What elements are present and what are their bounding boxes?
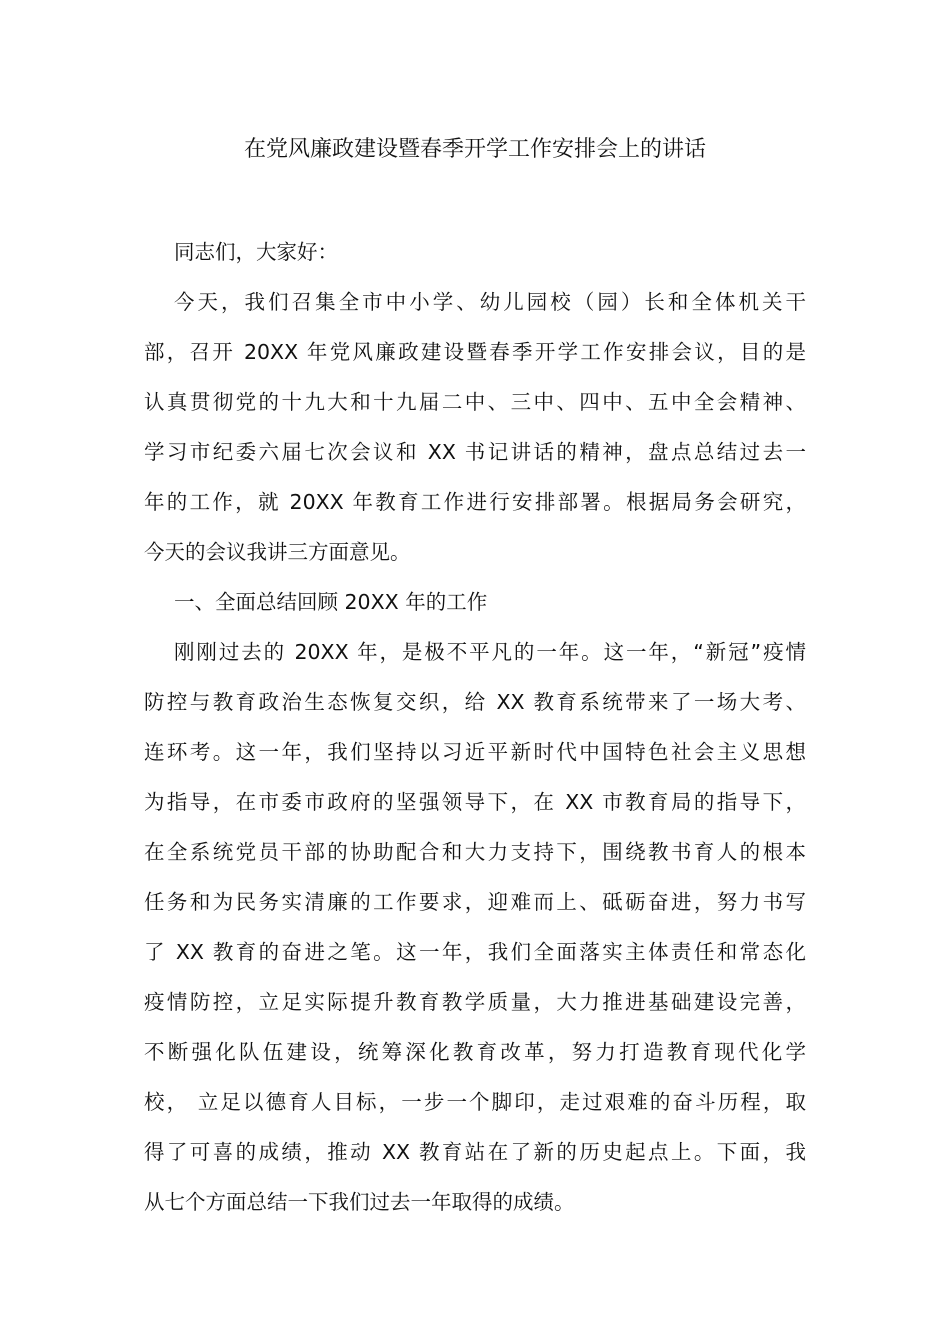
greeting-paragraph (144, 227, 806, 277)
paragraph-line: 从七个方面总结一下我们过去一年取得的成绩。 (144, 1190, 575, 1214)
paragraph-line: 校， 立足以德育人目标，一步一个脚印，走过艰难的奋斗历程，取 (144, 1090, 806, 1114)
paragraph-line: 今天的会议我讲三方面意见。 (144, 540, 411, 564)
paragraph-line: 学习市纪委六届七次会议和 XX 书记讲话的精神，盘点总结过去一 (144, 440, 806, 464)
greeting-line: 同志们，大家好： (174, 240, 338, 264)
paragraph-line: 部，召开 20XX 年党风廉政建设暨春季开学工作安排会议，目的是 (144, 340, 806, 364)
paragraph-line: 在全系统党员干部的协助配合和大力支持下，围绕教书育人的根本 (144, 840, 806, 864)
paragraph-line: 认真贯彻党的十九大和十九届二中、三中、四中、五中全会精神、 (144, 390, 806, 414)
paragraph-line: 任务和为民务实清廉的工作要求，迎难而上、砥砺奋进，努力书写 (144, 890, 806, 914)
paragraph-line: 今天，我们召集全市中小学、幼儿园校（园）长和全体机关干 (174, 290, 806, 314)
paragraph-line: 不断强化队伍建设，统筹深化教育改革，努力打造教育现代化学 (144, 1040, 806, 1064)
section-heading-line: 一、全面总结回顾 20XX 年的工作 (174, 590, 488, 614)
document-title: 在党风廉政建设暨春季开学工作安排会上的讲话 (243, 137, 706, 162)
paragraph-1 (144, 277, 806, 577)
paragraph-line: 了 XX 教育的奋进之笔。这一年，我们全面落实主体责任和常态化 (144, 940, 806, 964)
document-body (144, 227, 806, 1227)
paragraph-line: 为指导，在市委市政府的坚强领导下，在 XX 市教育局的指导下， (144, 790, 806, 814)
paragraph-line: 刚刚过去的 20XX 年，是极不平凡的一年。这一年，“新冠”疫情 (174, 640, 806, 664)
paragraph-line: 连环考。这一年，我们坚持以习近平新时代中国特色社会主义思想 (144, 740, 806, 764)
paragraph-line: 得了可喜的成绩，推动 XX 教育站在了新的历史起点上。下面，我 (144, 1140, 806, 1164)
paragraph-line: 防控与教育政治生态恢复交织，给 XX 教育系统带来了一场大考、 (144, 690, 806, 714)
paragraph-line: 疫情防控，立足实际提升教育教学质量，大力推进基础建设完善， (144, 990, 806, 1014)
paragraph-2 (144, 627, 806, 1227)
section-heading (144, 577, 806, 627)
paragraph-line: 年的工作，就 20XX 年教育工作进行安排部署。根据局务会研究， (144, 490, 806, 514)
